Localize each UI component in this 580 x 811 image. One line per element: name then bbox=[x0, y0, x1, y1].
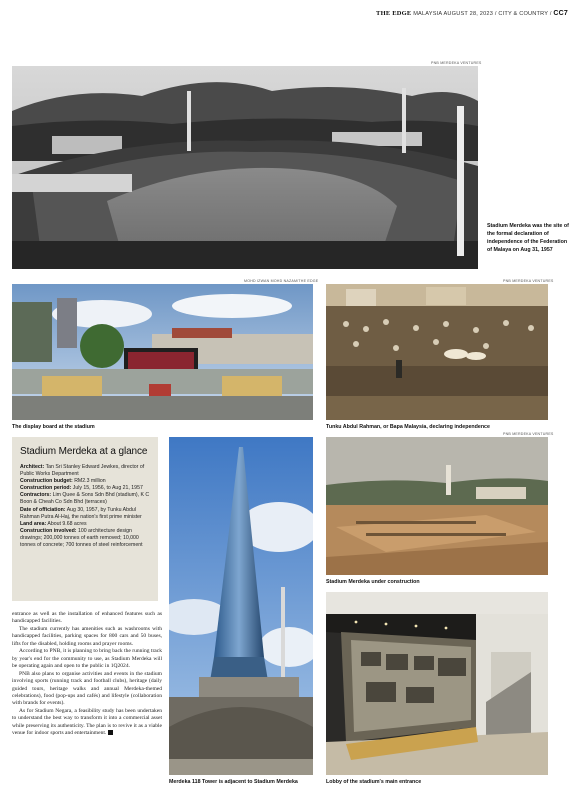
stadium-at-a-glance-box bbox=[12, 437, 158, 601]
caption-lobby: Lobby of the stadium's main entrance bbox=[326, 779, 422, 785]
display-board-photo bbox=[12, 284, 313, 420]
photo-credit-display-board: MOHD IZWAN MOHD NAZAM/THE EDGE bbox=[244, 279, 319, 283]
article-paragraph: PNB also plans to organise activities and events in the stadium involving sports (running track and football clubs), heritage (daily guided tours, heritage walks and annual Merdeka-themed celebrations), food (pop-ups and cafés) and lifestyle (collaboration with brands for events). bbox=[12, 670, 162, 707]
article-body bbox=[12, 611, 162, 738]
glance-item: Construction period: July 15, 1956, to Aug 21, 1957 bbox=[20, 485, 143, 492]
photo-credit-stadium: PNB MERDEKA VENTURES bbox=[431, 61, 482, 65]
end-of-article-icon bbox=[108, 730, 113, 735]
article-paragraph: entrance as well as the installation of enhanced features such as handicapped facilities. bbox=[12, 611, 162, 625]
caption-tower: Merdeka 118 Tower is adjacent to Stadium Merdeka bbox=[169, 779, 298, 785]
glance-title: Stadium Merdeka at a glance bbox=[20, 446, 148, 457]
caption-display-board: The display board at the stadium bbox=[12, 424, 95, 430]
glance-item: Architect: Tan Sri Stanley Edward Jewkes, director of Public Works Department bbox=[20, 464, 145, 478]
photo-credit-construction: PNB MERDEKA VENTURES bbox=[503, 432, 554, 436]
glance-item: Construction budget: RM2.3 million bbox=[20, 478, 106, 485]
photo-credit-tunku: PNB MERDEKA VENTURES bbox=[503, 279, 554, 283]
glance-item: Date of officiation: Aug 30, 1957, by Tunku Abdul Rahman Putra Al-Haj, the nation's first prime minister bbox=[20, 506, 142, 520]
stadium-construction-photo bbox=[326, 437, 548, 575]
caption-stadium: Stadium Merdeka was the site of the formal declaration of independence of the Federation of Malaya on Aug 31, 1957 bbox=[487, 223, 569, 253]
stadium-1957-photo bbox=[12, 66, 478, 269]
glance-item: Construction involved: 100 architecture design drawings; 200,000 tonnes of earth removed; 10,000 tonnes of concrete; 700 tonnes of steel reinforcement bbox=[20, 527, 143, 549]
caption-tunku: Tunku Abdul Rahman, or Bapa Malaysia, declaring independence bbox=[326, 424, 490, 430]
tunku-declaration-photo bbox=[326, 284, 548, 420]
article-paragraph: The stadium currently has amenities such as washrooms with handicapped facilities, parking spaces for 800 cars and 50 buses, lifts for the disabled, holding rooms and prayer rooms. bbox=[12, 625, 162, 647]
article-paragraph: As for Stadium Negara, a feasibility study has been undertaken to understand the best way to transform it into a commercial asset while preserving its authenticity. The plan is to revive it as a viable venue for indoor sports and entertainment. bbox=[12, 707, 162, 737]
page-header: THE EDGE MALAYSIA AUGUST 28, 2023 / CITY & COUNTRY / CC7 bbox=[376, 10, 568, 17]
merdeka-118-tower-photo bbox=[169, 437, 313, 775]
publication-edition: MALAYSIA bbox=[413, 11, 443, 17]
glance-item: Land area: About 9.68 acres bbox=[20, 520, 87, 527]
article-paragraph: According to PNB, it is planning to bring back the running track by year's end for the community to use, as Stadium Merdeka will be operating again and open to the public in 1Q2024. bbox=[12, 648, 162, 670]
page-number: CC7 bbox=[553, 10, 568, 17]
caption-construction: Stadium Merdeka under construction bbox=[326, 579, 420, 585]
stadium-lobby-photo bbox=[326, 592, 548, 775]
glance-item: Contractors: Lim Quee & Sons Sdn Bhd (stadium), K C Boon & Cheah Co Sdn Bhd (terraces) bbox=[20, 492, 150, 506]
section-name: CITY & COUNTRY bbox=[498, 11, 549, 17]
issue-date: AUGUST 28, 2023 bbox=[443, 11, 494, 17]
publication-brand: THE EDGE bbox=[376, 10, 412, 17]
